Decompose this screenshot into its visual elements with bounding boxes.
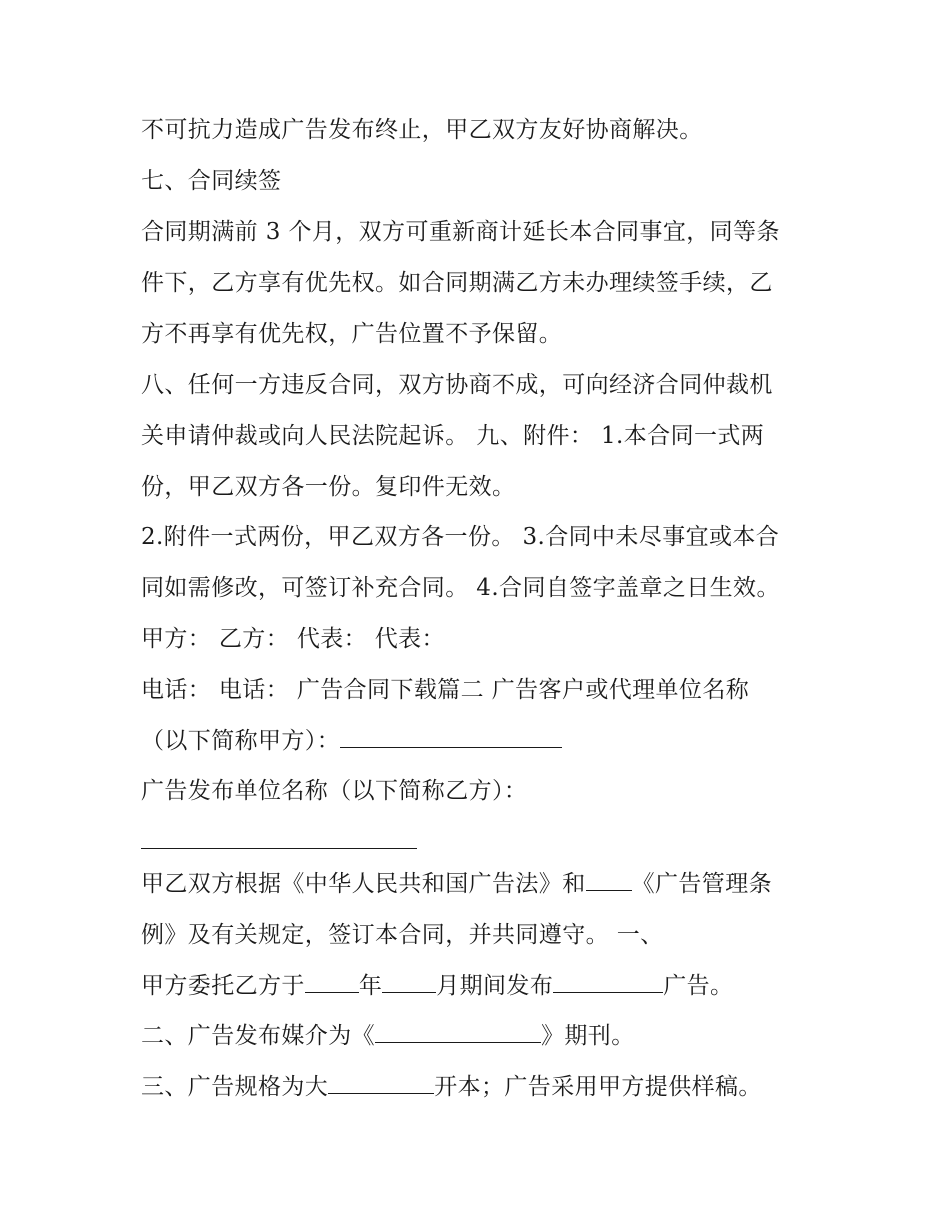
line-text: 甲乙双方根据《中华人民共和国广告法》和	[141, 871, 586, 897]
text-line	[141, 726, 562, 756]
line-text: 不可抗力造成广告发布终止，甲乙双方友好协商解决。	[141, 117, 703, 143]
line-text: 份，甲乙双方各一份。复印件无效。	[141, 474, 516, 500]
line-text: 二、广告发布媒介为《	[141, 1023, 375, 1049]
fill-in-blank	[375, 1022, 541, 1043]
line-text: 例》及有关规定，签订本合同，并共同遵守。 一、	[141, 922, 664, 948]
text-line	[141, 370, 773, 400]
text-line	[141, 573, 780, 603]
text-line	[141, 1021, 635, 1051]
line-text: 广告。	[663, 973, 734, 999]
line-text: 同如需修改，可签订补充合同。 4.合同自签字盖章之日生效。	[141, 575, 780, 601]
text-line	[141, 217, 780, 247]
line-text: 》期刊。	[541, 1023, 635, 1049]
text-line	[141, 869, 772, 899]
fill-in-blank	[586, 870, 632, 891]
line-text: 甲方委托乙方于	[141, 973, 305, 999]
line-text: 八、任何一方违反合同，双方协商不成，可向经济合同仲裁机	[141, 372, 773, 398]
line-text: 合同期满前 3 个月，双方可重新商计延长本合同事宜，同等条	[141, 219, 780, 245]
text-line	[141, 268, 773, 298]
line-text: 关申请仲裁或向人民法院起诉。 九、附件： 1.本合同一式两	[141, 423, 765, 449]
section-heading	[141, 166, 281, 196]
line-text: 《广告管理条	[631, 871, 773, 897]
line-text: 七、合同续签	[141, 168, 282, 194]
line-text: 广告发布单位名称（以下简称乙方）：	[141, 778, 528, 804]
line-text: 电话： 电话： 广告合同下载篇二 广告客户或代理单位名称	[141, 677, 750, 703]
line-text: 月期间发布	[436, 973, 554, 999]
line-text: 件下，乙方享有优先权。如合同期满乙方未办理续签手续，乙	[141, 270, 773, 296]
line-text: 2.附件一式两份，甲乙双方各一份。 3.合同中未尽事宜或本合	[141, 524, 780, 550]
text-line	[141, 776, 527, 806]
text-line	[141, 115, 703, 145]
signature-line	[141, 624, 445, 654]
fill-in-blank	[305, 972, 359, 993]
fill-in-blank	[553, 972, 663, 993]
fill-in-blank	[141, 828, 417, 849]
blank-line	[141, 827, 417, 857]
line-text: 三、广告规格为大	[141, 1074, 329, 1100]
fill-in-blank	[382, 972, 436, 993]
line-text: 年	[358, 973, 383, 999]
line-text: 甲方： 乙方： 代表： 代表：	[141, 626, 445, 652]
text-line	[141, 675, 749, 705]
text-line	[141, 920, 664, 950]
text-line	[141, 472, 515, 502]
text-line	[141, 971, 733, 1001]
line-text: 开本；广告采用甲方提供样稿。	[434, 1074, 762, 1100]
fill-in-blank	[328, 1073, 434, 1094]
text-line	[141, 522, 779, 552]
text-line	[141, 421, 764, 451]
line-text: （以下简称甲方）：	[141, 728, 341, 754]
text-line	[141, 1072, 762, 1102]
fill-in-blank	[340, 727, 562, 748]
text-line	[141, 319, 562, 349]
line-text: 方不再享有优先权，广告位置不予保留。	[141, 321, 563, 347]
